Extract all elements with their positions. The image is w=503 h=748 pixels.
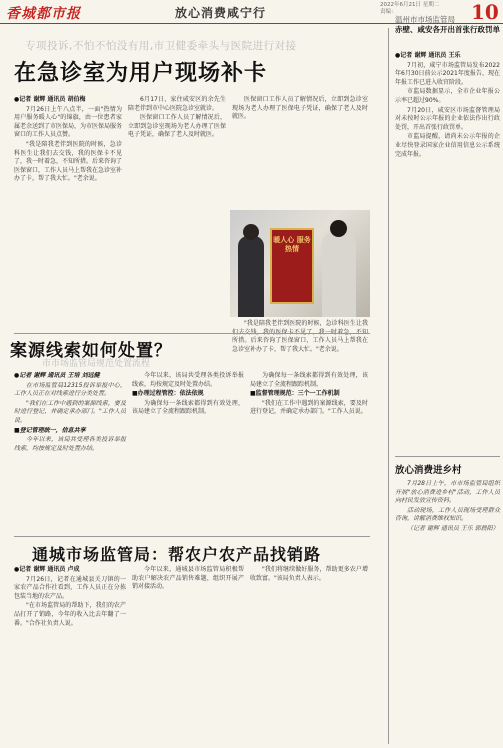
- article1-paragraph: "我是陪我老伴到医院的时候，急诊科医生让我们去交钱，我的医保卡不见了，我一时着急，不知所措。后来咨询了医保窗口，工作人员马上帮我在急诊室补办了卡，帮了我大忙。"老余说。: [14, 140, 123, 183]
- article3-paragraph: 7月26日，记者在通城县关刀镇的一家农产品合作社看到，工作人员正在分拣包装当地的农产品。: [14, 575, 126, 600]
- article1-title: 在急诊室为用户现场补卡: [14, 61, 268, 86]
- sidebar-paragraph: 7月28日上午，市市场监管局组织开展"放心消费进乡村"活动，工作人员向村民发放宣传资料。: [395, 480, 500, 505]
- article2-paragraph: 为确保每一条线索都得到有效处理，该局建立了全流程跟踪机制。: [132, 399, 244, 416]
- article2-paragraph: "我们在工作中遇到的案源线索，要及时进行登记，并确定承办部门。"工作人员说。: [250, 399, 368, 416]
- person-head: [243, 224, 259, 240]
- article3-col2: [132, 566, 244, 742]
- person-head: [330, 220, 347, 237]
- date-info: [380, 2, 439, 16]
- article1-photo: [230, 210, 370, 317]
- article2-heading: ■登记管理统一，信息共享: [14, 426, 86, 434]
- article1-paragraph: "我是陪我老伴到医院的时候，急诊科医生让我 所措。后来咨询了医保窗口，工作人员马上帮我在急诊室补办了卡，帮了我大忙。"老余说。: [232, 320, 368, 353]
- sidebar-paragraph: 活动现场，工作人员现场受理群众咨询，讲解消费维权知识。: [395, 506, 500, 523]
- article3-title: 通城市场监管局：帮农户农产品找销路: [32, 545, 322, 564]
- page-number: 10: [471, 0, 499, 24]
- column-divider: [388, 28, 389, 744]
- article3-byline: ●记者 谢辉 通讯员 卢成: [14, 566, 80, 573]
- article2-paragraph: "我们在工作中遇到的案源线索，要及时进行登记，并确定承办部门。"工作人员说。: [14, 399, 126, 424]
- sidebar-paragraph: 7月初，咸宁市场监管局发布2022年6月30日前公示2021年度报告，现在年报工作已进入收官阶段。: [395, 61, 500, 86]
- paper-name: 香城都市报: [6, 6, 81, 22]
- sidebar-byline: ●记者 谢辉 通讯员 王乐: [395, 52, 461, 59]
- sidebar-kicker: 温州市市场监管局: [395, 15, 455, 24]
- article2-paragraph: 今年以来，该局共受理各类投诉举报线索，均按规定及时处置办结。: [132, 372, 244, 388]
- article1-subtitle: 专项投诉,不怕不怕没有用,市卫健委牵头与医院进行对接: [25, 40, 297, 52]
- sidebar-header: [395, 15, 500, 34]
- article1-byline: ●记者 谢辉 通讯员 胡伯梅: [14, 96, 86, 103]
- section-title: 放心消费咸宁行: [175, 6, 267, 20]
- date-line: 2022年6月21日 星期二: [380, 2, 440, 8]
- article2-heading: ■办理过程管控：依法依规: [132, 390, 204, 398]
- article2-paragraph: 在市场监管局12315投诉举报中心，工作人员正在对线索进行分类处置。: [14, 381, 126, 398]
- divider: [14, 333, 370, 334]
- article2-col1: [14, 372, 126, 534]
- article2-subtitle: 市市场监管局规范处置流程: [42, 359, 151, 369]
- article3-paragraph: "在市场监管局的帮助下，我们的农产品打开了销路，今年的收入比去年翻了一番。"合作社负责人说。: [14, 602, 126, 627]
- article2-heading: ■监督管理规范：三个一工作机制: [250, 390, 340, 398]
- silk-banner: [270, 228, 314, 304]
- article1-paragraph: 医保窗口工作人员了解情况后，立即到急诊室现场为老人办理了医保电子凭证，确保了老人及时就医。: [232, 96, 368, 121]
- article2-paragraph: 为确保每一条线索都得到有效处理，该局建立了全流程跟踪机制。: [250, 372, 368, 388]
- article2-col3: [250, 372, 368, 534]
- banner-text: 暖人心 服务 热情: [273, 236, 311, 253]
- divider: [14, 536, 370, 537]
- sidebar-col: [395, 52, 500, 452]
- person-figure: [322, 232, 356, 317]
- sidebar-paragraph: 7月20日，咸安区市场监督管理局对未按时公示年报的企业依法作出行政处罚，开出首张行政罚单。: [395, 106, 500, 131]
- article2-title: 案源线索如何处置？: [10, 341, 172, 361]
- article3-col1: [14, 566, 126, 742]
- article3-col3: [250, 566, 368, 742]
- sidebar-section2-title: 放心消费进乡村: [395, 465, 462, 476]
- article2-byline: ●记者 谢辉 通讯员 王培 刘远健: [14, 372, 100, 379]
- sidebar-paragraph: 市监局数据显示，全市企业年报公示率已超过90%。: [395, 88, 500, 104]
- article3-paragraph: "我们将继续做好服务，帮助更多农户增收致富。"该局负责人表示。: [250, 566, 368, 582]
- sidebar-headline: 赤壁、咸安各开出首张行政罚单: [395, 24, 500, 34]
- person-figure: [238, 236, 264, 317]
- article1-paragraph: 6月17日，家住咸安区的余先生陪老伴到市中心医院急诊室就诊。: [128, 96, 226, 112]
- article1-col3: [232, 96, 368, 206]
- article3-paragraph: 今年以来，通城县市场监管局积极帮助农户解决农产品销售难题，组织开展产销对接活动。: [132, 566, 244, 591]
- article1-col1: [14, 96, 122, 330]
- article1-paragraph: 医保窗口工作人员了解情况后，立即到急诊室现场为老人办理了医保电子凭证，确保了老人及时就医。: [128, 114, 226, 139]
- article1-col2: [128, 96, 226, 330]
- article2-paragraph: 今年以来，该局共受理各类投诉举报线索，均按规定及时处置办结。: [14, 436, 126, 452]
- sidebar-section2-col: [395, 480, 500, 744]
- divider: [395, 456, 500, 457]
- article1-col4: [232, 320, 368, 353]
- sidebar-paragraph: 市监局提醒，请尚未公示年报的企业尽快登录国家企业信用信息公示系统完成年报。: [395, 133, 500, 158]
- sidebar-paragraph: （记者 谢辉 通讯员 王乐 郭晨阳）: [407, 524, 499, 532]
- editor-line: 责编：: [380, 9, 397, 15]
- article1-paragraph: 7月26日上午八点半，一面"热情为用户服务暖人心"的锦旗，由一位患者家属老余送到了市医保局，为市医保局服务窗口的工作人员点赞。: [14, 105, 123, 139]
- article2-col2: [132, 372, 244, 534]
